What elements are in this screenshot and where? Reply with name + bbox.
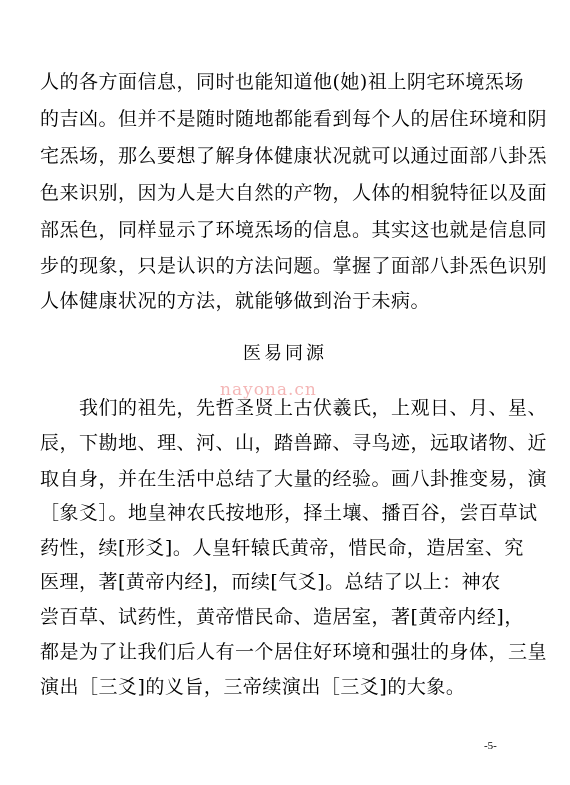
paragraph-2-line-9: 演出［三爻]的义旨，三帝续演出［三爻]的大象。 (40, 676, 466, 698)
section-heading: 医易同源 (243, 343, 327, 364)
page-number: -5- (484, 740, 497, 752)
paragraph-1-line-5: 部炁色，同样显示了环境炁场的信息。其实这也就是信息同 (40, 219, 548, 241)
paragraph-2-line-7: 尝百草、试药性，黄帝惜民命、造居室，著[黄帝内经]， (40, 606, 524, 628)
paragraph-1-line-7: 人体健康状况的方法，就能够做到治于未病。 (40, 290, 431, 312)
paragraph-1-line-2: 的吉凶。但并不是随时随地都能看到每个人的居住环境和阴 (40, 108, 548, 130)
paragraph-1-line-3: 宅炁场，那么要想了解身体健康状况就可以通过面部八卦炁 (40, 145, 548, 167)
paragraph-2-line-6: 医理，著[黄帝内经]，而续[气爻]。总结了以上：神农 (40, 571, 501, 593)
paragraph-2-line-1: 我们的祖先，先哲圣贤上古伏羲氏，上观日、月、星、 (40, 397, 548, 419)
paragraph-2-line-3: 取自身，并在生活中总结了大量的经验。画八卦推变易，演 (40, 468, 548, 490)
paragraph-2-line-8: 都是为了让我们后人有一个居住好环境和强壮的身体，三皇 (40, 641, 548, 663)
paragraph-2-line-4: ［象爻］。地皇神农氏按地形，择土壤、播百谷，尝百草试 (40, 502, 538, 524)
paragraph-2-line-2: 辰，下勘地、理、河、山，踏兽蹄、寻鸟迹，远取诸物、近 (40, 432, 548, 454)
paragraph-1-line-4: 色来识别，因为人是大自然的产物，人体的相貌特征以及面 (40, 182, 548, 204)
paragraph-1-line-1: 人的各方面信息，同时也能知道他(她)祖上阴宅环境炁场 (40, 71, 524, 93)
watermark: nayona.cn (220, 380, 317, 400)
paragraph-2-line-5: 药性，续[形爻]。人皇轩辕氏黄帝，惜民命，造居室、究 (40, 537, 524, 559)
paragraph-1-line-6: 步的现象，只是认识的方法问题。掌握了面部八卦炁色识别 (40, 255, 548, 277)
